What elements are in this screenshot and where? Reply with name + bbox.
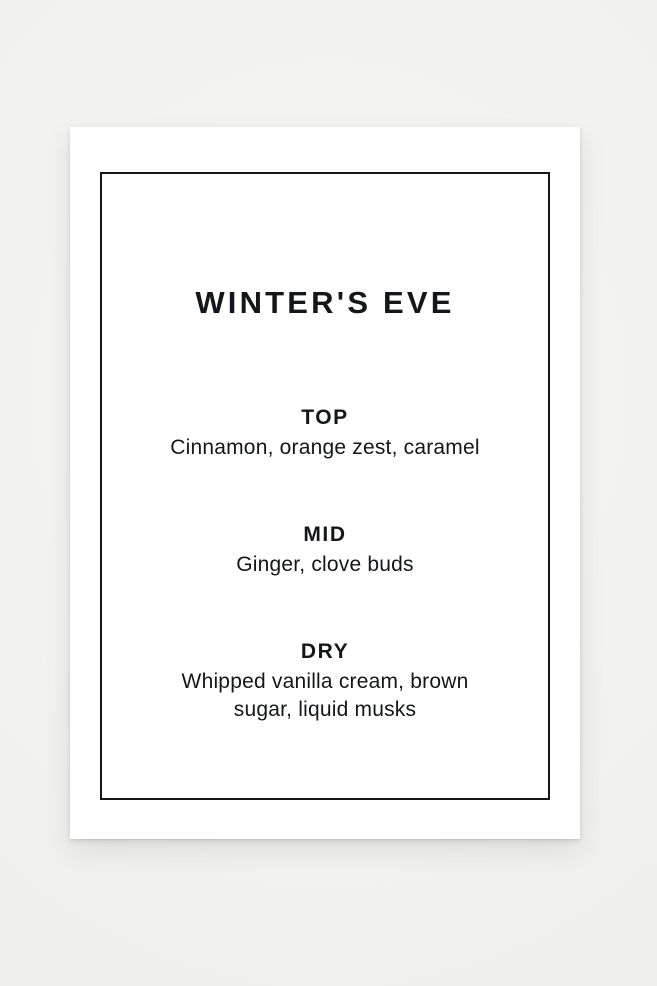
note-value-mid: Ginger, clove buds: [236, 553, 414, 577]
card-content: [102, 174, 548, 798]
note-block-mid: [142, 522, 508, 579]
note-label-dry: DRY: [300, 639, 350, 663]
card-border-frame: [100, 172, 550, 800]
note-label-mid: MID: [303, 523, 347, 546]
fragrance-note-card: [70, 127, 580, 839]
note-value-top: Cinnamon, orange zest, caramel: [170, 436, 480, 460]
card-title: WINTER'S EVE: [195, 285, 455, 320]
note-label-top: TOP: [301, 406, 349, 430]
note-block-top: [142, 405, 508, 462]
note-value-dry: Whipped vanilla cream, brown sugar, liquid musks: [181, 670, 469, 721]
note-block-dry: [142, 639, 508, 724]
